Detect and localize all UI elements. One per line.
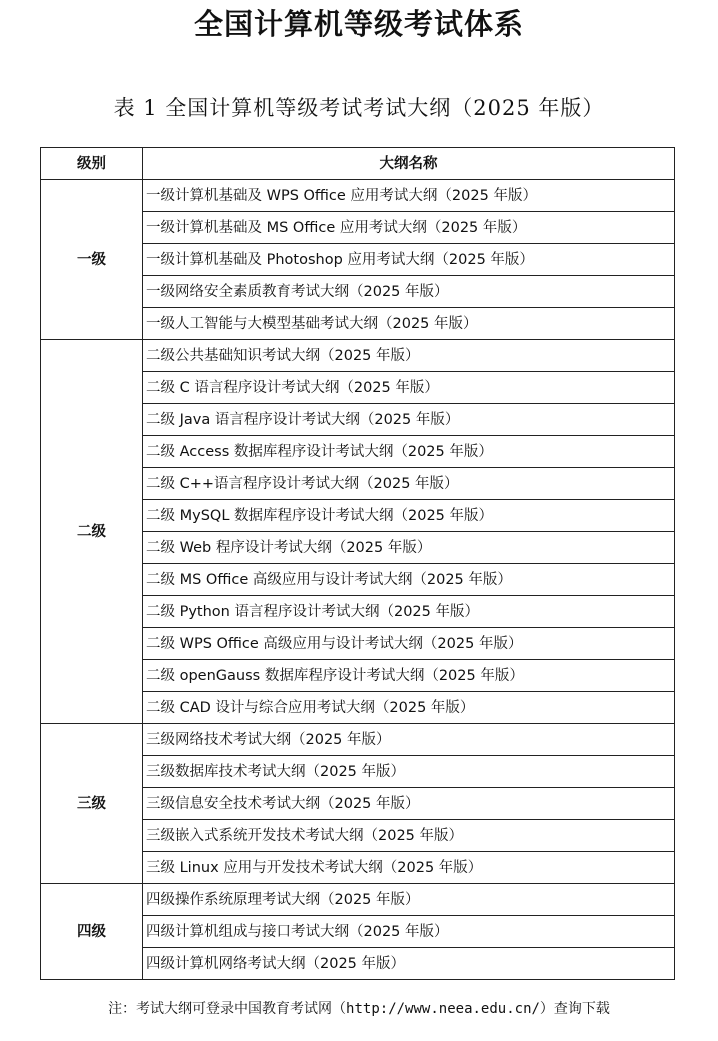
level-cell: 二级 bbox=[41, 340, 143, 724]
syllabus-name-cell: 二级 openGauss 数据库程序设计考试大纲（2025 年版） bbox=[143, 660, 675, 692]
syllabus-name-cell: 二级 MS Office 高级应用与设计考试大纲（2025 年版） bbox=[143, 564, 675, 596]
table-row bbox=[41, 724, 675, 756]
syllabus-name-cell: 四级计算机网络考试大纲（2025 年版） bbox=[143, 948, 675, 980]
syllabus-name-cell: 二级 C++语言程序设计考试大纲（2025 年版） bbox=[143, 468, 675, 500]
table-row bbox=[41, 340, 675, 372]
syllabus-name-cell: 一级网络安全素质教育考试大纲（2025 年版） bbox=[143, 276, 675, 308]
syllabus-name-cell: 一级计算机基础及 WPS Office 应用考试大纲（2025 年版） bbox=[143, 180, 675, 212]
syllabus-name-cell: 二级 WPS Office 高级应用与设计考试大纲（2025 年版） bbox=[143, 628, 675, 660]
syllabus-name-cell: 三级嵌入式系统开发技术考试大纲（2025 年版） bbox=[143, 820, 675, 852]
syllabus-name-cell: 二级公共基础知识考试大纲（2025 年版） bbox=[143, 340, 675, 372]
syllabus-name-cell: 一级计算机基础及 Photoshop 应用考试大纲（2025 年版） bbox=[143, 244, 675, 276]
syllabus-name-cell: 四级操作系统原理考试大纲（2025 年版） bbox=[143, 884, 675, 916]
name-column-header: 大纲名称 bbox=[143, 148, 675, 180]
syllabus-table bbox=[40, 147, 675, 980]
syllabus-name-cell: 二级 Access 数据库程序设计考试大纲（2025 年版） bbox=[143, 436, 675, 468]
syllabus-name-cell: 三级 Linux 应用与开发技术考试大纲（2025 年版） bbox=[143, 852, 675, 884]
syllabus-name-cell: 一级计算机基础及 MS Office 应用考试大纲（2025 年版） bbox=[143, 212, 675, 244]
syllabus-name-cell: 三级数据库技术考试大纲（2025 年版） bbox=[143, 756, 675, 788]
document-title: 全国计算机等级考试体系 bbox=[193, 7, 524, 41]
table-caption: 表 1 全国计算机等级考试考试大纲（2025 年版） bbox=[113, 96, 605, 120]
level-column-header: 级别 bbox=[41, 148, 143, 180]
syllabus-name-cell: 三级网络技术考试大纲（2025 年版） bbox=[143, 724, 675, 756]
level-cell: 四级 bbox=[41, 884, 143, 980]
syllabus-name-cell: 一级人工智能与大模型基础考试大纲（2025 年版） bbox=[143, 308, 675, 340]
syllabus-name-cell: 二级 MySQL 数据库程序设计考试大纲（2025 年版） bbox=[143, 500, 675, 532]
syllabus-name-cell: 二级 Java 语言程序设计考试大纲（2025 年版） bbox=[143, 404, 675, 436]
footnote: 注：考试大纲可登录中国教育考试网（http://www.neea.edu.cn/）查询下载 bbox=[108, 1001, 610, 1017]
syllabus-name-cell: 二级 Python 语言程序设计考试大纲（2025 年版） bbox=[143, 596, 675, 628]
syllabus-name-cell: 二级 Web 程序设计考试大纲（2025 年版） bbox=[143, 532, 675, 564]
syllabus-name-cell: 二级 CAD 设计与综合应用考试大纲（2025 年版） bbox=[143, 692, 675, 724]
syllabus-name-cell: 四级计算机组成与接口考试大纲（2025 年版） bbox=[143, 916, 675, 948]
syllabus-name-cell: 三级信息安全技术考试大纲（2025 年版） bbox=[143, 788, 675, 820]
table-header-row bbox=[41, 148, 675, 180]
table-row bbox=[41, 884, 675, 916]
level-cell: 一级 bbox=[41, 180, 143, 340]
syllabus-name-cell: 二级 C 语言程序设计考试大纲（2025 年版） bbox=[143, 372, 675, 404]
level-cell: 三级 bbox=[41, 724, 143, 884]
syllabus-table-body bbox=[41, 180, 675, 980]
table-row bbox=[41, 180, 675, 212]
